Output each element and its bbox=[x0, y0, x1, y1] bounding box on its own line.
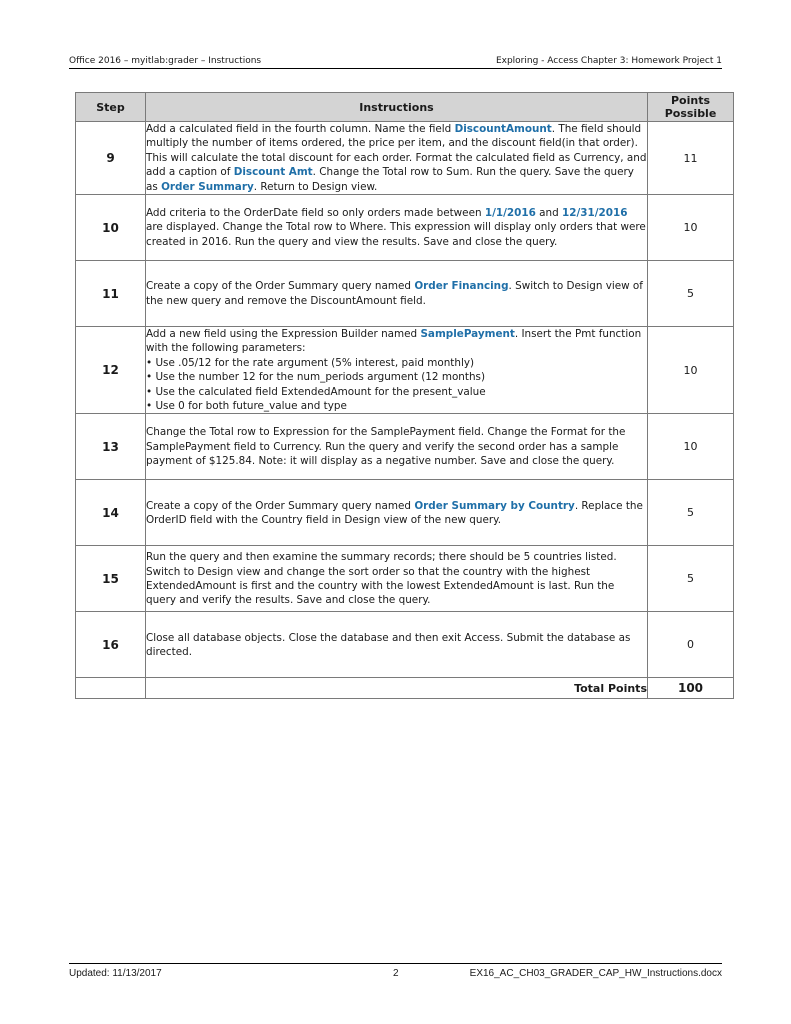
step-number: 9 bbox=[76, 122, 146, 195]
instruction-segment: Close all database objects. Close the database and then exit Access. Submit the database as directed. bbox=[146, 631, 631, 658]
instruction-segment: . Replace the OrderID field with the Country field in Design view of the new query. bbox=[146, 499, 643, 526]
highlighted-term: Order Financing bbox=[414, 280, 509, 293]
table-header-row bbox=[76, 93, 734, 122]
highlighted-term: Order Summary by Country bbox=[414, 499, 575, 512]
step-number: 11 bbox=[76, 261, 146, 327]
instruction-segment: Add criteria to the OrderDate field so only orders made between bbox=[146, 206, 485, 219]
points-value: 5 bbox=[648, 261, 734, 327]
parameter-list-item: • Use the number 12 for the num_periods argument (12 months) bbox=[146, 370, 647, 384]
header-left-text: Office 2016 – myitlab:grader – Instructions bbox=[69, 56, 262, 66]
column-header-step: Step bbox=[76, 93, 146, 122]
instruction-paragraph bbox=[146, 499, 647, 528]
instruction-text bbox=[146, 195, 648, 261]
table-row bbox=[76, 122, 734, 195]
instruction-segment: . Insert the Pmt function with the following parameters: bbox=[146, 328, 642, 355]
instruction-paragraph bbox=[146, 206, 647, 249]
instruction-segment: are displayed. Change the Total row to Where. This expression will display only orders that were created in 2016. Run the query and view the results. Save and close the query. bbox=[146, 221, 646, 248]
step-number: 14 bbox=[76, 480, 146, 546]
instruction-segment: Run the query and then examine the summary records; there should be 5 countries listed. Switch to Design view and change the sort order so that the country with the highest ExtendedAmount is first and the country with the lowest ExtendedAmount is last. Run the query and verify the results. Save and close the query. bbox=[146, 551, 617, 607]
table-row bbox=[76, 546, 734, 612]
parameter-list bbox=[146, 356, 647, 414]
highlighted-term: Discount Amt bbox=[233, 166, 313, 179]
total-points-label: Total Points bbox=[146, 678, 648, 699]
step-number: 15 bbox=[76, 546, 146, 612]
instruction-segment: Add a calculated field in the fourth column. Name the field bbox=[146, 123, 455, 135]
instruction-paragraph bbox=[146, 631, 647, 660]
total-empty-cell bbox=[76, 678, 146, 699]
page-header bbox=[69, 55, 722, 69]
points-value: 5 bbox=[648, 480, 734, 546]
footer-page-number: 2 bbox=[393, 968, 399, 979]
instruction-paragraph bbox=[146, 122, 647, 194]
points-value: 0 bbox=[648, 612, 734, 678]
instruction-paragraph bbox=[146, 425, 647, 468]
instruction-segment: and bbox=[535, 206, 562, 219]
parameter-list-item: • Use 0 for both future_value and type bbox=[146, 399, 647, 413]
instruction-segment: . The field should multiply the number of items ordered, the price per item, and the discount field(in that order). This will calculate the total discount for each order. Format the calculated field as Currency, and add a caption of bbox=[146, 123, 647, 179]
instruction-segment: . Return to Design view. bbox=[253, 180, 378, 193]
instruction-text bbox=[146, 414, 648, 480]
instruction-paragraph bbox=[146, 279, 647, 308]
column-header-points: Points Possible bbox=[648, 93, 734, 122]
instruction-segment: Change the Total row to Expression for the SamplePayment field. Change the Format for the SamplePayment field to Currency. Run the query and verify the second order has a sample payment of $125.84. Note: it will display as a negative number. Save and close the query. bbox=[146, 426, 626, 468]
step-number: 13 bbox=[76, 414, 146, 480]
instruction-text bbox=[146, 261, 648, 327]
instruction-text bbox=[146, 612, 648, 678]
table-row bbox=[76, 612, 734, 678]
step-number: 12 bbox=[76, 327, 146, 414]
total-points-value: 100 bbox=[648, 678, 734, 699]
table-row bbox=[76, 261, 734, 327]
instruction-paragraph bbox=[146, 550, 647, 608]
instruction-segment: Add a new field using the Expression Builder named bbox=[146, 328, 421, 341]
points-value: 10 bbox=[648, 414, 734, 480]
points-value: 10 bbox=[648, 327, 734, 414]
instruction-text bbox=[146, 546, 648, 612]
table-row bbox=[76, 414, 734, 480]
highlighted-term: 12/31/2016 bbox=[562, 206, 628, 219]
highlighted-term: DiscountAmount bbox=[454, 123, 552, 135]
page-footer bbox=[69, 963, 722, 979]
instruction-segment: . Switch to Design view of the new query and remove the DiscountAmount field. bbox=[146, 280, 643, 307]
table-row bbox=[76, 327, 734, 414]
table-row bbox=[76, 195, 734, 261]
highlighted-term: Order Summary bbox=[161, 180, 254, 193]
points-value: 5 bbox=[648, 546, 734, 612]
instruction-text bbox=[146, 480, 648, 546]
instruction-segment: Create a copy of the Order Summary query named bbox=[146, 499, 415, 512]
instruction-text bbox=[146, 327, 648, 414]
header-right-text: Exploring - Access Chapter 3: Homework Project 1 bbox=[495, 56, 722, 66]
footer-filename: EX16_AC_CH03_GRADER_CAP_HW_Instructions.docx bbox=[469, 968, 722, 979]
highlighted-term: SamplePayment bbox=[420, 328, 515, 341]
instruction-paragraph bbox=[146, 327, 647, 356]
step-number: 16 bbox=[76, 612, 146, 678]
instruction-segment: Create a copy of the Order Summary query named bbox=[146, 280, 415, 293]
points-value: 11 bbox=[648, 122, 734, 195]
column-header-instructions: Instructions bbox=[146, 93, 648, 122]
parameter-list-item: • Use .05/12 for the rate argument (5% interest, paid monthly) bbox=[146, 356, 647, 370]
highlighted-term: 1/1/2016 bbox=[484, 206, 536, 219]
table-row bbox=[76, 480, 734, 546]
total-row bbox=[76, 678, 734, 699]
parameter-list-item: • Use the calculated field ExtendedAmount for the present_value bbox=[146, 385, 647, 399]
footer-updated-date: Updated: 11/13/2017 bbox=[69, 968, 162, 979]
instruction-text bbox=[146, 122, 648, 195]
points-value: 10 bbox=[648, 195, 734, 261]
step-number: 10 bbox=[76, 195, 146, 261]
instructions-table bbox=[75, 92, 734, 699]
instruction-segment: . Change the Total row to Sum. Run the query. Save the query as bbox=[146, 166, 634, 193]
